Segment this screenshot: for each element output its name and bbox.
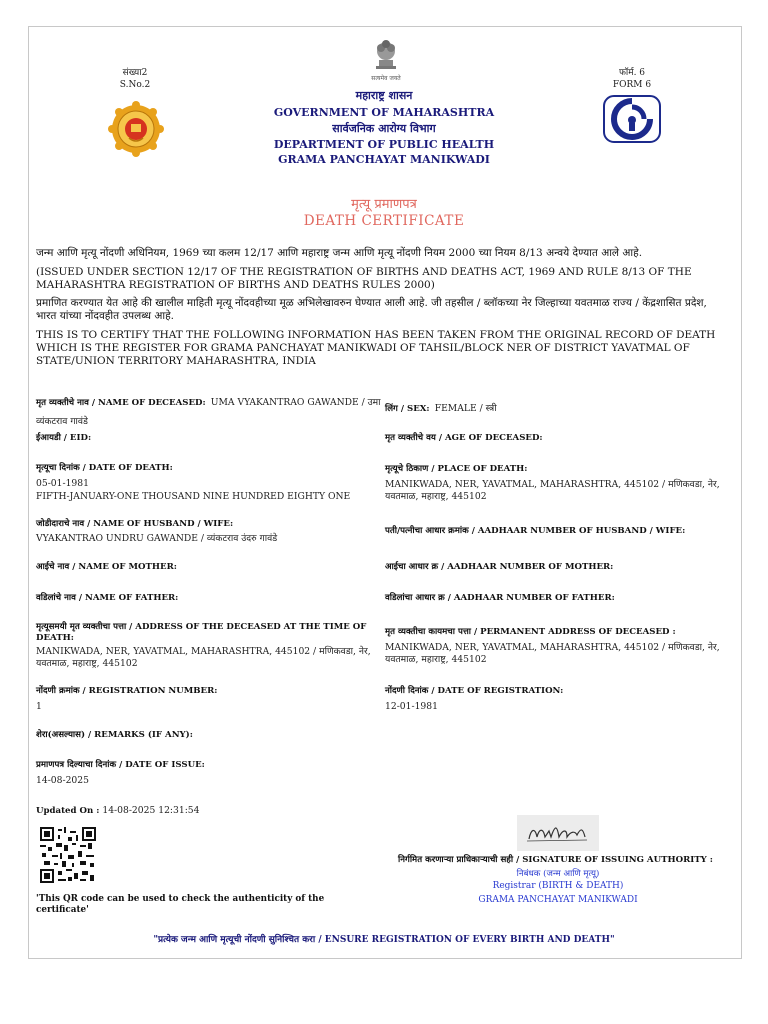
permanent-address-label: मृत व्यक्तीचा कायमचा पत्ता / PERMANENT ADDRESS OF DECEASED : — [385, 627, 676, 637]
sex-field — [385, 396, 730, 415]
date-of-issue-label: प्रमाणपत्र दिल्याचा दिनांक / DATE OF ISSUE: — [36, 760, 205, 770]
registration-number-label: नोंदणी क्रमांक / REGISTRATION NUMBER: — [36, 686, 218, 696]
mother-name-label: आईचे नाव / NAME OF MOTHER: — [36, 562, 177, 572]
form-number-marathi: फॉर्म. 6 — [618, 68, 646, 78]
sex-label: लिंग / SEX: — [385, 404, 430, 414]
serial-number: S.No.2 — [119, 80, 151, 90]
qr-code-icon[interactable] — [40, 827, 96, 883]
certification-statement-marathi: प्रमाणित करण्यात येत आहे की खालील माहिती मृत्यू नोंदवहीच्या मूळ अभिलेखावरुन घेण्यात आली आहे. जी तहसील / ब्लॉकच्या नेर जिल्हाच्या यवतमाळ राज्य / केंद्रशासित प्रदेश, भारत यांच्या नोंदवहीत उपलब्ध आहे. — [36, 297, 707, 322]
signature-authority-label: निर्गमित करणाऱ्या प्राधिकाऱ्याची सही / SIGNATURE OF ISSUING AUTHORITY : — [398, 855, 713, 865]
eid-label: ईआयडी / EID: — [36, 433, 92, 443]
serial-number-marathi: संख्या2 — [122, 68, 148, 78]
signature-image — [517, 815, 599, 851]
date-of-death-words: FIFTH-JANUARY-ONE THOUSAND NINE HUNDRED EIGHTY ONE — [36, 491, 351, 502]
name-of-deceased-value: UMA VYAKANTRAO GAWANDE / उमा व्यंकटराव गावंडे — [36, 397, 381, 427]
office-name: GRAMA PANCHAYAT MANIKWADI — [278, 153, 490, 166]
name-of-deceased-label: मृत व्यक्तीचे नाव / NAME OF DECEASED: — [36, 398, 206, 408]
updated-on-value: 14-08-2025 12:31:54 — [102, 805, 200, 816]
department-name: DEPARTMENT OF PUBLIC HEALTH — [273, 138, 495, 151]
registrar-title: Registrar (BIRTH & DEATH) — [492, 881, 624, 891]
father-aadhaar-label: वडिलांचा आधार क्र / AADHAAR NUMBER OF FATHER: — [385, 593, 615, 603]
form-number: FORM 6 — [612, 80, 652, 90]
certification-statement: THIS IS TO CERTIFY THAT THE FOLLOWING INFORMATION HAS BEEN TAKEN FROM THE ORIGINAL RECORD OF DEATH WHICH IS THE REGISTER FOR GRAMA PANCHAYAT MANIKWADI OF TAHSIL/BLOCK NER OF DISTRICT YAVATMAL OF STATE/UNION TERRITORY MAHARASHTRA, INDIA — [36, 329, 716, 367]
date-of-issue-value: 14-08-2025 — [36, 775, 89, 786]
remarks-label: शेरा(असल्यास) / REMARKS (IF ANY): — [36, 730, 193, 740]
sex-value: FEMALE / स्त्री — [434, 403, 497, 414]
registration-date-label: नोंदणी दिनांक / DATE OF REGISTRATION: — [385, 686, 564, 696]
emblem-caption: सत्यमेव जयते — [371, 75, 401, 82]
date-of-death-label: मृत्यूचा दिनांक / DATE OF DEATH: — [36, 463, 173, 473]
government-marathi: महाराष्ट्र शासन — [355, 89, 413, 102]
registration-number-value: 1 — [36, 701, 42, 712]
legal-basis-marathi: जन्म आणि मृत्यू नोंदणी अधिनियम, 1969 च्या कलम 12/17 आणि महाराष्ट्र जन्म आणि मृत्यू नोंदणी नियम 2000 च्या नियम 8/13 अन्वये देण्यात आले आहे. — [36, 247, 643, 259]
age-of-deceased-label: मृत व्यक्तीचे वय / AGE OF DECEASED: — [385, 433, 543, 443]
department-marathi: सार्वजनिक आरोग्य विभाग — [332, 122, 436, 135]
legal-basis: (ISSUED UNDER SECTION 12/17 OF THE REGISTRATION OF BIRTHS AND DEATHS ACT, 1969 AND RULE 8/13 OF THE MAHARASHTRA REGISTRATION OF BIRTHS AND DEATHS RULES 2000) — [36, 266, 692, 291]
permanent-address-value: MANIKWADA, NER, YAVATMAL, MAHARASHTRA, 445102 / मणिकवडा, नेर, यवतमाळ, महाराष्ट्र, 445102 — [385, 642, 720, 665]
date-of-death-value: 05-01-1981 — [36, 478, 89, 489]
spouse-aadhaar-label: पती/पत्नीचा आधार क्रमांक / AADHAAR NUMBER OF HUSBAND / WIFE: — [385, 526, 686, 536]
address-at-death-value: MANIKWADA, NER, YAVATMAL, MAHARASHTRA, 445102 / मणिकवडा, नेर, यवतमाळ, महाराष्ट्र, 445102 — [36, 646, 371, 669]
updated-on-label: Updated On : — [36, 806, 100, 816]
father-name-label: वडिलांचे नाव / NAME OF FATHER: — [36, 593, 179, 603]
registrar-title-marathi: निबंधक (जन्म आणि मृत्यू) — [516, 869, 600, 879]
name-of-deceased-field — [36, 390, 381, 428]
maharashtra-seal-icon — [107, 100, 165, 158]
qr-code-note: 'This QR code can be used to check the authenticity of the certificate' — [36, 894, 325, 915]
place-of-death-value: MANIKWADA, NER, YAVATMAL, MAHARASHTRA, 445102 / मणिकवडा, नेर, यवतमाळ, महाराष्ट्र, 445102 — [385, 479, 720, 502]
certificate-title: DEATH CERTIFICATE — [303, 213, 465, 229]
place-of-death-label: मृत्यूचे ठिकाण / PLACE OF DEATH: — [385, 464, 528, 474]
updated-on — [36, 805, 200, 817]
spouse-name-label: जोडीदाराचे नाव / NAME OF HUSBAND / WIFE: — [36, 519, 234, 529]
registration-slogan: "प्रत्येक जन्म आणि मृत्यूची नोंदणी सुनिश्चित करा / ENSURE REGISTRATION OF EVERY BIRTH AND DEATH" — [153, 935, 615, 945]
registrar-office: GRAMA PANCHAYAT MANIKWADI — [478, 895, 638, 905]
mother-aadhaar-label: आईचा आधार क्र / AADHAAR NUMBER OF MOTHER: — [385, 562, 614, 572]
certificate-title-marathi: मृत्यू प्रमाणपत्र — [351, 197, 417, 212]
health-department-logo-icon — [603, 95, 661, 143]
spouse-name-value: VYAKANTRAO UNDRU GAWANDE / व्यंकटराव उंदरु गावंडे — [36, 533, 278, 544]
address-at-death-label: मृत्यूसमयी मृत व्यक्तीचा पत्ता / ADDRESS OF THE DECEASED AT THE TIME OF DEATH: — [36, 622, 367, 643]
registration-date-value: 12-01-1981 — [385, 701, 438, 712]
government-name: GOVERNMENT OF MAHARASHTRA — [273, 106, 495, 119]
